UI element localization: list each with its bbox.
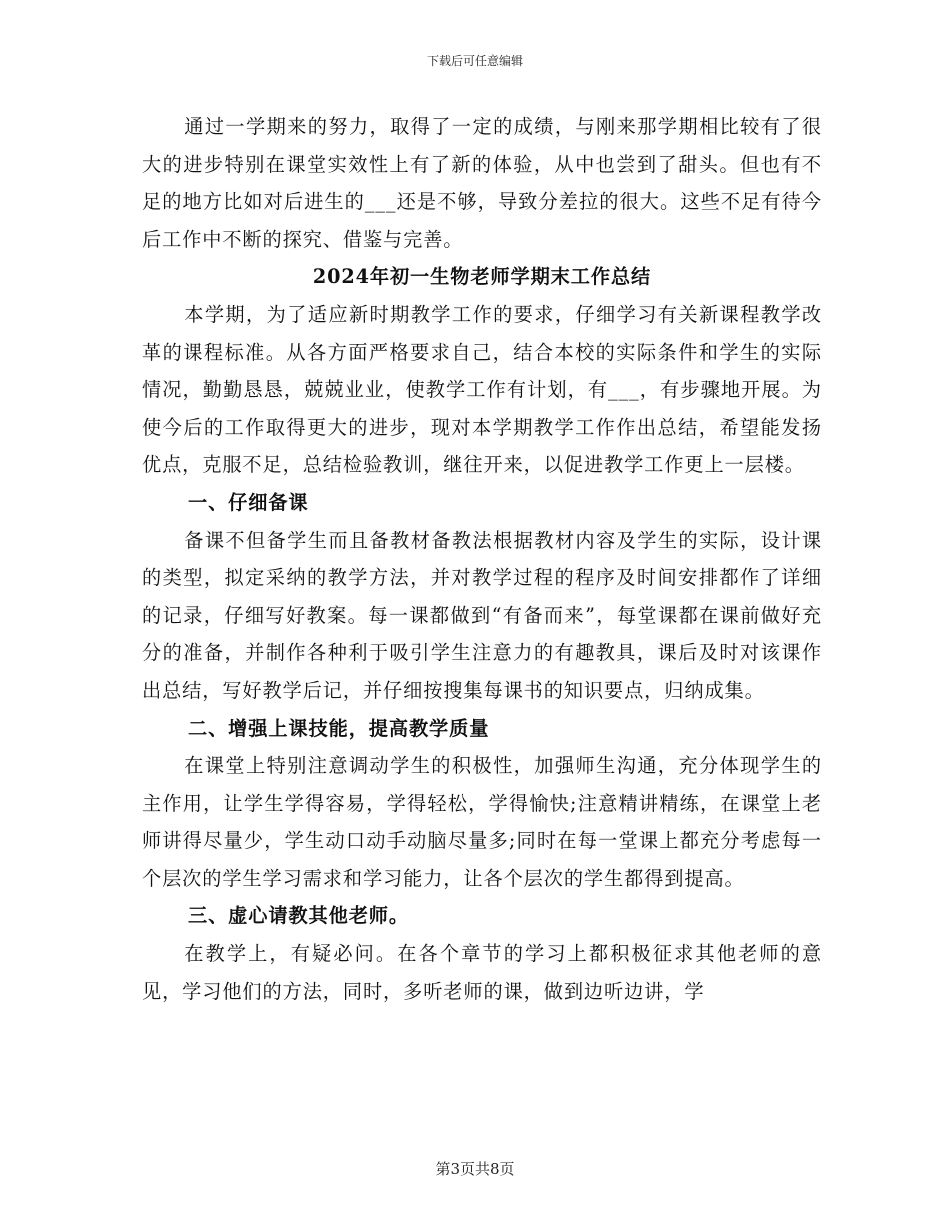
section-heading-3: 三、虚心请教其他老师。 xyxy=(188,904,409,928)
intro-paragraph: 通过一学期来的努力，取得了一定的成绩，与刚来那学期相比较有了很大的进步特别在课堂实效性上有了新的体验，从中也尝到了甜头。但也有不足的地方比如对后进生的___还是不够，导致分差拉的很大。这些不足有待今后工作中不断的探究、借鉴与完善。 xyxy=(142,115,822,251)
document-body xyxy=(142,108,822,1010)
section-1-paragraph: 备课不但备学生而且备教材备教法根据教材内容及学生的实际，设计课的类型，拟定采纳的教学方法，并对教学过程的程序及时间安排都作了详细的记录，仔细写好教案。每一课都做到“有备而来”，每堂课都在课前做好充分的准备，并制作各种利于吸引学生注意力的有趣教具，课后及时对该课作出总结，写好教学后记，并仔细按搜集每课书的知识要点，归纳成集。 xyxy=(142,528,822,702)
section-heading-2: 二、增强上课技能，提高教学质量 xyxy=(188,716,490,740)
page-number: 第3页共8页 xyxy=(435,1160,515,1178)
page-header: 下载后可任意编辑 xyxy=(426,54,523,68)
section-2-paragraph: 在课堂上特别注意调动学生的积极性，加强师生沟通，充分体现学生的主作用，让学生学得容易，学得轻松，学得愉快;注意精讲精练，在课堂上老师讲得尽量少，学生动口动手动脑尽量多;同时在每一堂课上都充分考虑每一个层次的学生学习需求和学习能力，让各个层次的学生都得到提高。 xyxy=(142,754,822,890)
opening-paragraph: 本学期，为了适应新时期教学工作的要求，仔细学习有关新课程教学改革的课程标准。从各方面严格要求自己，结合本校的实际条件和学生的实际情况，勤勤恳恳，兢兢业业，使教学工作有计划，有___，有步骤地开展。为使今后的工作取得更大的进步，现对本学期教学工作作出总结，希望能发扬优点，克服不足，总结检验教训，继往开来，以促进教学工作更上一层楼。 xyxy=(142,302,822,477)
document-title: 2024年初一生物老师学期末工作总结 xyxy=(312,265,652,289)
section-heading-1: 一、仔细备课 xyxy=(188,490,309,514)
section-3-paragraph: 在教学上，有疑必问。在各个章节的学习上都积极征求其他老师的意见，学习他们的方法，同时，多听老师的课，做到边听边讲，学 xyxy=(142,942,822,1003)
